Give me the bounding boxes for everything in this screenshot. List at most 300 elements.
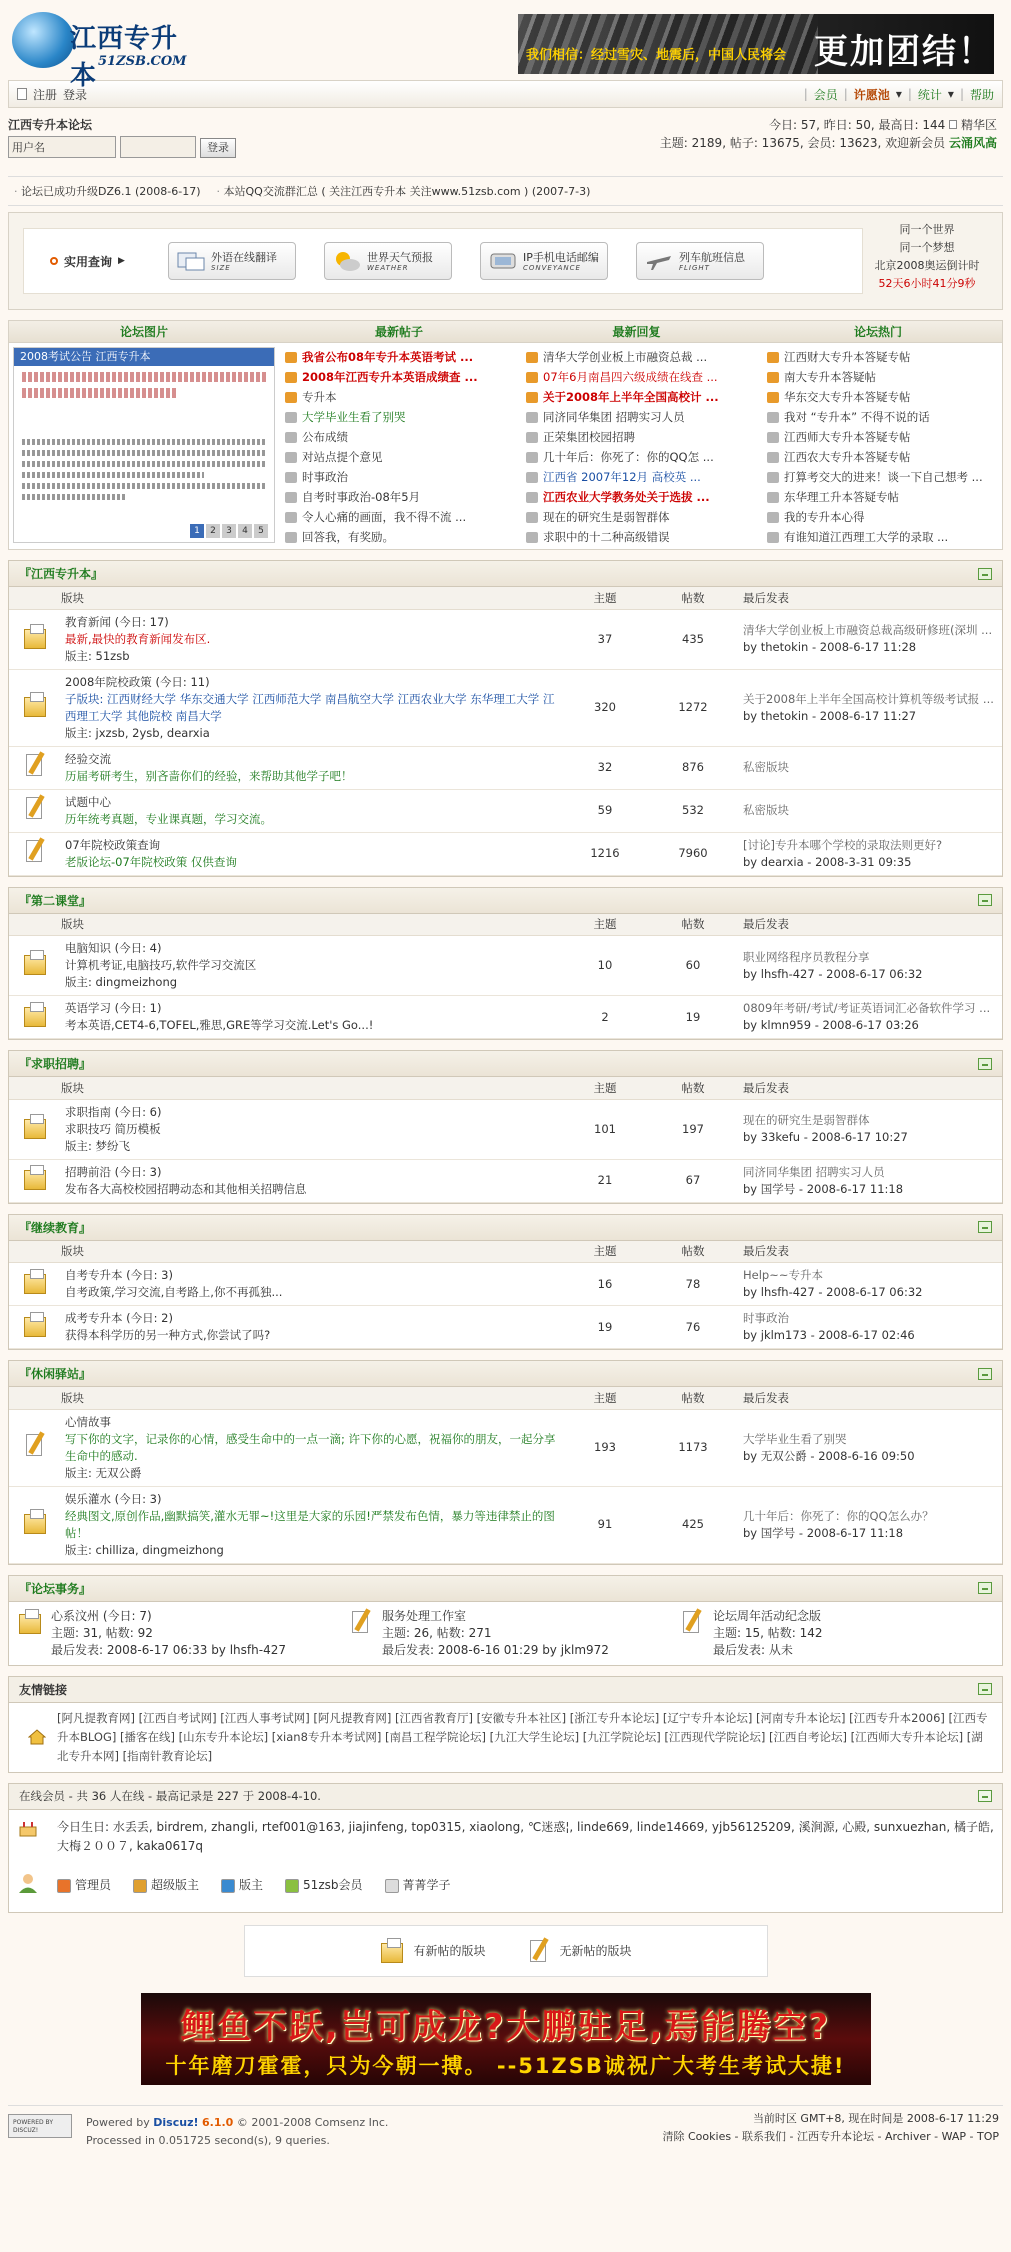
- list-item-link[interactable]: 公布成绩: [302, 430, 348, 444]
- folder-icon: [22, 691, 48, 719]
- super-mod-icon: [133, 1879, 147, 1893]
- announcement-link[interactable]: 论坛已成功升级DZ6.1: [21, 185, 132, 198]
- list-item[interactable]: [526, 467, 761, 487]
- login-link[interactable]: 登录: [63, 87, 88, 102]
- forum-desc: 发布各大高校校园招聘动态和其他相关招聘信息: [65, 1181, 307, 1196]
- nav-help[interactable]: 帮助: [969, 87, 994, 102]
- expand-icon[interactable]: [978, 1790, 992, 1802]
- list-item[interactable]: [285, 367, 520, 387]
- forum-today: (今日: 2): [126, 1311, 173, 1325]
- banner-line-2: 十年磨刀霍霍，只为今朝一搏。 --51ZSB诚祝广大考生考试大捷!: [165, 2053, 846, 2078]
- last-post-by[interactable]: by lhsfh-427 - 2008-6-17 06:32: [743, 966, 923, 981]
- category-title: 『继续教育』: [19, 1220, 92, 1235]
- last-post-title[interactable]: 现在的研究生是弱智群体: [743, 1113, 870, 1127]
- rank-icon: [767, 392, 779, 403]
- forum-name[interactable]: 论坛周年活动纪念版: [713, 1608, 822, 1623]
- slide-page[interactable]: 3: [222, 524, 236, 538]
- rank-icon: [526, 412, 538, 423]
- col-forum: 版块: [61, 1077, 561, 1099]
- rank-icon: [285, 452, 297, 463]
- last-post-time: 最后发表: 2008-6-17 06:33: [51, 1642, 208, 1657]
- col-topics: 主题: [561, 1241, 649, 1263]
- folder-icon: [17, 1608, 43, 1636]
- topic-count: 91: [561, 1486, 649, 1563]
- forum-desc: 最新,最快的教育新闻发布区.: [65, 631, 211, 646]
- rank-icon: [285, 352, 297, 363]
- last-post-time: 最后发表: 2008-6-16 01:29: [382, 1642, 539, 1657]
- rank-icon: [526, 532, 538, 543]
- post-count: 60: [649, 936, 737, 996]
- col-posts: 帖数: [649, 1077, 737, 1099]
- forum-row: [9, 832, 1002, 875]
- header: [8, 0, 1003, 91]
- bullet-icon: [50, 257, 58, 265]
- list-item-link[interactable]: 江西省 2007年12月 高校英 ...: [543, 470, 701, 484]
- forum-name[interactable]: 心系汶州: [51, 1608, 100, 1623]
- password-input[interactable]: [120, 136, 196, 158]
- forum-desc: 写下你的文字，记录你的心情，感受生命中的一点一滴; 许下你的心愿，祝福你的朋友，一起分享生命中的感动.: [65, 1431, 556, 1463]
- nav-stats[interactable]: 统计: [917, 87, 942, 102]
- forum-info: [8, 108, 1003, 176]
- home-icon: [28, 1729, 46, 1745]
- users-icon: [17, 1872, 39, 1894]
- nav-wishing-pool[interactable]: 许愿池: [853, 87, 890, 102]
- forum-counts: 主题: 31, 帖数: 92: [51, 1625, 153, 1640]
- rank-icon: [285, 492, 297, 503]
- forum-row: [9, 1159, 1002, 1202]
- list-item[interactable]: [285, 447, 520, 467]
- last-post-title[interactable]: 大学毕业生看了别哭: [743, 1431, 847, 1446]
- forum-name[interactable]: 试题中心: [65, 794, 111, 809]
- list-item[interactable]: [526, 347, 761, 367]
- forum-name[interactable]: 招聘前沿: [65, 1164, 111, 1179]
- picture-slideshow[interactable]: [13, 347, 275, 543]
- banner-big-text: 更加团结！: [814, 32, 994, 72]
- forum-today: (今日: 6): [114, 1104, 162, 1119]
- list-item-link[interactable]: 令人心痛的画面，我不得不流 ...: [302, 510, 467, 524]
- head-pictures: 论坛图片: [119, 325, 168, 339]
- post-count: 67: [649, 1159, 737, 1202]
- topic-count: 193: [561, 1409, 649, 1486]
- category-affairs: [8, 1575, 1003, 1666]
- list-item-link[interactable]: 关于2008年上半年全国高校计 ...: [543, 390, 719, 404]
- list-item-link[interactable]: 我的专升本心得: [784, 510, 865, 524]
- pen-icon: [22, 837, 48, 865]
- register-icon: [17, 88, 27, 100]
- list-item-link[interactable]: 东华理工升本答疑专帖: [784, 490, 899, 504]
- list-item-link[interactable]: 清华大学创业板上市融资总裁 ...: [543, 350, 708, 364]
- col-posts: 帖数: [649, 1241, 737, 1263]
- forum-name[interactable]: 英语学习: [65, 1001, 111, 1015]
- last-post-by[interactable]: by 33kefu - 2008-6-17 10:27: [743, 1130, 908, 1144]
- last-post-title[interactable]: 私密版块: [743, 760, 789, 774]
- forum-name[interactable]: 服务处理工作室: [382, 1608, 467, 1623]
- pen-icon: [22, 1431, 48, 1459]
- discuz-link[interactable]: Discuz!: [153, 2115, 199, 2129]
- nav-members[interactable]: 会员: [813, 87, 838, 102]
- head-hot: 论坛热门: [853, 325, 902, 339]
- col-topics: 主题: [561, 1077, 649, 1099]
- list-item-link[interactable]: 我对 “专升本” 不得不说的话: [784, 410, 930, 424]
- list-item-link[interactable]: 自考时事政治-08年5月: [302, 490, 421, 504]
- list-item-link[interactable]: 几十年后：你死了：你的QQ怎 ...: [543, 450, 714, 464]
- forum-today: (今日: 11): [155, 674, 210, 689]
- forum-desc: 历年统考真题，专业课真题，学习交流。: [65, 811, 272, 826]
- tools-label: 实用查询 ▶: [50, 253, 140, 270]
- rank-icon: [767, 512, 779, 523]
- list-item[interactable]: [767, 467, 1002, 487]
- list-item[interactable]: [285, 407, 520, 427]
- col-posts: 帖数: [649, 1387, 737, 1409]
- forum-counts: 主题: 15, 帖数: 142: [713, 1625, 823, 1640]
- logo-url: 51ZSB.COM: [98, 54, 187, 69]
- collapse-icon[interactable]: [978, 1582, 992, 1594]
- rank-icon: [526, 492, 538, 503]
- pen-icon: [348, 1608, 374, 1636]
- list-item[interactable]: [526, 507, 761, 527]
- collapse-icon[interactable]: [978, 1683, 992, 1695]
- category-title: 『论坛事务』: [19, 1581, 92, 1596]
- bullet-icon: ·: [14, 185, 18, 198]
- affair-forum: [9, 1608, 340, 1659]
- list-item-link[interactable]: 07年6月南昌四六级成绩在线查 ...: [543, 370, 718, 384]
- last-post-by[interactable]: by thetokin - 2008-6-17 11:28: [743, 640, 917, 654]
- forum-desc: 求职技巧 简历模板: [65, 1121, 161, 1136]
- last-post-by[interactable]: by thetokin - 2008-6-17 11:27: [743, 708, 917, 723]
- forum-name[interactable]: 成考专升本: [65, 1311, 123, 1325]
- post-count: 19: [649, 996, 737, 1039]
- last-post-by[interactable]: by dearxia - 2008-3-31 09:35: [743, 854, 912, 869]
- topic-count: 16: [561, 1263, 649, 1306]
- slide-page[interactable]: 5: [254, 524, 268, 538]
- col-forum: 版块: [61, 1387, 561, 1409]
- forum-moderators[interactable]: 版主: chilliza, dingmeizhong: [65, 1542, 224, 1557]
- last-post-title[interactable]: 清华大学创业板上市融资总裁高级研修班(深圳 ...: [743, 623, 993, 637]
- category-title: 『第二课堂』: [19, 893, 92, 908]
- collapse-icon[interactable]: [978, 568, 992, 580]
- col-forum: 版块: [61, 587, 561, 609]
- site-logo[interactable]: [12, 10, 202, 91]
- post-count: 78: [649, 1263, 737, 1306]
- list-item[interactable]: [767, 367, 1002, 387]
- list-item-link[interactable]: 打算考交大的进来！谈一下自己想考 ...: [784, 470, 983, 484]
- countdown-timer: 52天6小时41分9秒: [878, 277, 976, 290]
- rank-icon: [767, 472, 779, 483]
- list-item-link[interactable]: 2008年江西专升本英语成绩查 ...: [302, 370, 478, 384]
- list-item[interactable]: [767, 507, 1002, 527]
- last-post-title[interactable]: 私密版块: [743, 803, 789, 817]
- last-post-title[interactable]: [讨论]专升本哪个学校的录取法则更好?: [743, 837, 943, 852]
- pen-icon: [22, 794, 48, 822]
- list-item-link[interactable]: 江西师大专升本答疑专帖: [784, 430, 911, 444]
- forum-moderators[interactable]: 版主: 梦纷飞: [65, 1138, 131, 1153]
- forum-name[interactable]: 07年院校政策查询: [65, 837, 161, 852]
- list-item-link[interactable]: 同济同华集团 招聘实习人员: [543, 410, 685, 424]
- weather-icon: [333, 250, 361, 272]
- list-item[interactable]: [285, 487, 520, 507]
- digest-link[interactable]: 精华区: [960, 118, 997, 132]
- phone-icon: [489, 250, 517, 272]
- footer: [8, 2105, 1003, 2161]
- banner-slogan: 我们相信：经过雪灾、地震后，中国人民将会: [526, 48, 787, 63]
- col-last: 最后发表: [737, 914, 1002, 936]
- list-item[interactable]: [526, 387, 761, 407]
- list-item[interactable]: [767, 427, 1002, 447]
- forum-name[interactable]: 娱乐灌水: [65, 1491, 111, 1506]
- topic-count: 2: [561, 996, 649, 1039]
- slide-page[interactable]: 1: [190, 524, 204, 538]
- list-item[interactable]: [767, 347, 1002, 367]
- birthday-cake-icon: [17, 1818, 39, 1838]
- list-item-link[interactable]: 大学毕业生看了别哭: [302, 410, 406, 424]
- list-item[interactable]: [526, 407, 761, 427]
- list-item-link[interactable]: 江西财大专升本答疑专帖: [784, 350, 911, 364]
- last-post-by[interactable]: by 国学号 - 2008-6-17 11:18: [743, 1181, 904, 1196]
- forum-name[interactable]: 心情故事: [65, 1414, 111, 1429]
- list-item[interactable]: [526, 367, 761, 387]
- bottom-banner[interactable]: [141, 1993, 871, 2085]
- rank-icon: [526, 512, 538, 523]
- col-forum: 版块: [61, 914, 561, 936]
- friend-links-title: 友情链接: [19, 1682, 68, 1697]
- forum-row: [9, 1409, 1002, 1486]
- tool-panel: [8, 212, 1003, 310]
- list-item[interactable]: [285, 347, 520, 367]
- current-time: 当前时区 GMT+8, 现在时间是 2008-6-17 11:29: [752, 2111, 999, 2125]
- friend-links: [8, 1676, 1003, 1773]
- forum-name[interactable]: 求职指南: [65, 1104, 111, 1119]
- list-item[interactable]: [767, 487, 1002, 507]
- flight-button[interactable]: 列车航班信息 FLIGHT: [636, 242, 764, 280]
- stats-today: 今日: 57, 昨日: 50, 最高日: 144: [769, 118, 946, 132]
- forum-name[interactable]: 教育新闻: [65, 614, 111, 629]
- list-item[interactable]: [767, 447, 1002, 467]
- last-post-title[interactable]: 关于2008年上半年全国高校计算机等级考试报 ...: [743, 691, 994, 706]
- announcement-date: (2008-6-17): [135, 185, 201, 198]
- col-last: 最后发表: [737, 587, 1002, 609]
- forum-today: (今日: 1): [114, 1001, 162, 1015]
- last-post-by[interactable]: by jklm972: [542, 1642, 609, 1657]
- forum-title: 江西专升本论坛: [8, 118, 93, 132]
- list-item[interactable]: [285, 427, 520, 447]
- forum-moderators[interactable]: 版主: 无双公爵: [65, 1465, 142, 1480]
- moderator-icon: [221, 1879, 235, 1893]
- bullet-icon: ·: [216, 185, 221, 198]
- friend-links-text[interactable]: [阿凡提教育网] [江西自考试网] [江西人事考试网] [阿凡提教育网] [江西省教育厅] [安徽专升本社区] [浙江专升本论坛] [辽宁专升本论坛] [河南专升本论坛] [江西专升本2006] [江西专升本BLOG] [播客在线] [山东专升本论坛] [xian8专升本考试网] [南昌工程学院论坛] [九江大学生论坛] [九江学院论坛] [江西现代学院论坛] [江西自考论坛] [江西师大专升本论坛] [湖北专升本网] [指南针教育论坛]: [57, 1710, 988, 1763]
- forum-row: [9, 609, 1002, 669]
- new-posts-list: [279, 343, 520, 549]
- rank-icon: [526, 352, 538, 363]
- rank-icon: [285, 512, 297, 523]
- pen-icon: [679, 1608, 705, 1636]
- forum-row: [9, 996, 1002, 1039]
- list-item[interactable]: [526, 427, 761, 447]
- forum-moderators[interactable]: 版主: dingmeizhong: [65, 975, 178, 989]
- member-icon: [285, 1879, 299, 1893]
- folder-new-icon: [379, 1937, 405, 1965]
- forum-row: [9, 789, 1002, 832]
- rank-icon: [767, 352, 779, 363]
- list-item[interactable]: [767, 387, 1002, 407]
- translate-button[interactable]: 外语在线翻译 SIZE: [168, 242, 296, 280]
- announcement-link[interactable]: 本站QQ交流群汇总 ( 关注江西专升本 关注www.51zsb.com ): [223, 185, 529, 198]
- col-forum: 版块: [61, 1241, 561, 1263]
- list-item[interactable]: [285, 387, 520, 407]
- forum-name[interactable]: 经验交流: [65, 751, 111, 766]
- col-last: 最后发表: [737, 1077, 1002, 1099]
- list-item-link[interactable]: 我省公布08年专升本英语考试 ...: [302, 350, 474, 364]
- folder-icon: [22, 949, 48, 977]
- category-section: [8, 1360, 1003, 1565]
- forum-row: [9, 1486, 1002, 1563]
- list-item-link[interactable]: 正荣集团校园招聘: [543, 430, 635, 444]
- last-post-time: 最后发表: 从未: [713, 1642, 793, 1657]
- pen-nonew-icon: [526, 1937, 552, 1965]
- list-item[interactable]: [767, 527, 1002, 547]
- category-title: 『求职招聘』: [19, 1057, 92, 1071]
- list-item[interactable]: [526, 527, 761, 547]
- topic-count: 37: [561, 609, 649, 669]
- last-post-title[interactable]: 几十年后：你死了：你的QQ怎么办？: [743, 1508, 934, 1523]
- copyright: © 2001-2008 Comsenz Inc.: [236, 2115, 389, 2129]
- folder-icon: [22, 1311, 48, 1339]
- last-post-by[interactable]: by lhsfh-427: [211, 1642, 286, 1657]
- forum-name[interactable]: 2008年院校政策: [65, 674, 152, 689]
- list-item[interactable]: [767, 407, 1002, 427]
- list-item-link[interactable]: 现在的研究生是弱智群体: [543, 510, 670, 524]
- collapse-icon[interactable]: [978, 1058, 992, 1070]
- list-item-link[interactable]: 求职中的十二种高级错误: [543, 530, 670, 544]
- head-new-replies: 最新回复: [612, 325, 661, 339]
- forum-today: (今日: 7): [102, 1608, 152, 1623]
- post-count: 76: [649, 1306, 737, 1349]
- forum-desc: 获得本科学历的另一种方式,你尝试了吗?: [65, 1328, 271, 1342]
- logo-title: 江西专升本: [70, 24, 179, 91]
- rank-icon: [767, 492, 779, 503]
- list-item-link[interactable]: 专升本: [302, 390, 337, 404]
- forum-row: [9, 746, 1002, 789]
- forum-today: (今日: 17): [114, 614, 169, 629]
- post-count: 197: [649, 1099, 737, 1159]
- rank-icon: [767, 452, 779, 463]
- username-input[interactable]: [8, 136, 116, 158]
- affair-forum: [671, 1608, 1002, 1659]
- forum-today: (今日: 3): [114, 1164, 162, 1179]
- ip-phone-button[interactable]: IP手机电话邮编 CONVEYANCE: [480, 242, 608, 280]
- list-item-link[interactable]: 江西农业大学教务处关于选拔 ...: [543, 490, 710, 504]
- rank-icon: [767, 372, 779, 383]
- category-section: [8, 1050, 1003, 1204]
- folder-icon: [22, 623, 48, 651]
- forum-desc: 计算机考证,电脑技巧,软件学习交流区: [65, 958, 257, 972]
- category-section: [8, 560, 1003, 877]
- list-item[interactable]: [526, 487, 761, 507]
- forum-desc: 自考政策,学习交流,自考路上,你不再孤独...: [65, 1285, 283, 1299]
- last-post-title[interactable]: 时事政治: [743, 1311, 789, 1325]
- forum-desc: 历届考研考生，别吝啬你们的经验，来帮助其他学子吧！: [65, 768, 353, 783]
- forum-name[interactable]: 电脑知识: [65, 941, 111, 955]
- rank-icon: [767, 412, 779, 423]
- post-count: 1272: [649, 669, 737, 746]
- rank-icon: [526, 392, 538, 403]
- col-last: 最后发表: [737, 1387, 1002, 1409]
- list-item-link[interactable]: 华东交大专升本答疑专帖: [784, 390, 911, 404]
- forum-highlights: [8, 320, 1003, 550]
- post-count: 435: [649, 609, 737, 669]
- last-post-title[interactable]: 0809年考研/考试/考证英语词汇必备软件学习 ...: [743, 1001, 991, 1015]
- collapse-icon[interactable]: [978, 1368, 992, 1380]
- chevron-down-icon: ▾: [895, 87, 902, 101]
- last-post-title[interactable]: 职业网络程序员教程分享: [743, 949, 870, 964]
- forum-desc: 考本英语,CET4-6,TOFEL,雅思,GRE等学习交流.Let's Go...!: [65, 1018, 374, 1032]
- list-item-link[interactable]: 南大专升本答疑帖: [784, 370, 876, 384]
- online-title: 在线会员 - 共 36 人在线 - 最高记录是 227 于 2008-4-10.: [19, 1789, 321, 1803]
- last-post-by[interactable]: by 无双公爵 - 2008-6-16 09:50: [743, 1448, 915, 1463]
- rank-icon: [285, 472, 297, 483]
- list-item-link[interactable]: 江西农大专升本答疑专帖: [784, 450, 911, 464]
- top-banner[interactable]: [518, 14, 994, 74]
- folder-icon: [22, 1508, 48, 1536]
- weather-button[interactable]: 世界天气预报 WEATHER: [324, 242, 452, 280]
- last-post-by[interactable]: by 国学号 - 2008-6-17 11:18: [743, 1525, 904, 1540]
- post-count: 1173: [649, 1409, 737, 1486]
- slide-page[interactable]: 4: [238, 524, 252, 538]
- forum-stats: [660, 116, 997, 152]
- collapse-icon[interactable]: [978, 894, 992, 906]
- last-post-by[interactable]: by lhsfh-427 - 2008-6-17 06:32: [743, 1285, 923, 1299]
- slide-page[interactable]: 2: [206, 524, 220, 538]
- register-link[interactable]: 注册: [33, 87, 58, 102]
- forum-name[interactable]: 自考专升本: [65, 1268, 123, 1282]
- rank-icon: [285, 372, 297, 383]
- forum-moderators[interactable]: 版主: 51zsb: [65, 648, 130, 663]
- olympic-countdown: 同一个世界 同一个梦想 北京2008奥运倒计时 52天6小时41分9秒: [862, 221, 992, 293]
- list-item[interactable]: [285, 507, 520, 527]
- list-item[interactable]: [285, 527, 520, 547]
- forum-today: (今日: 3): [114, 1491, 162, 1506]
- forum-row: [9, 936, 1002, 996]
- list-item-link[interactable]: 有谁知道江西理工大学的录取 ...: [784, 530, 949, 544]
- rank-icon: [767, 532, 779, 543]
- list-item-link[interactable]: 时事政治: [302, 470, 348, 484]
- affair-forum: [340, 1608, 671, 1659]
- list-item[interactable]: [285, 467, 520, 487]
- footer-links[interactable]: 清除 Cookies - 联系我们 - 江西专升本论坛 - Archiver - WAP - TOP: [662, 2129, 999, 2143]
- discuz-badge[interactable]: POWERED BY DISCUZ!: [8, 2114, 72, 2138]
- forum-moderators[interactable]: 版主: jxzsb, 2ysb, dearxia: [65, 725, 210, 740]
- post-count: 532: [649, 789, 737, 832]
- processed-time: Processed in 0.051725 second(s), 9 queries.: [86, 2133, 330, 2147]
- head-new-posts: 最新帖子: [374, 325, 423, 339]
- list-item[interactable]: [526, 447, 761, 467]
- collapse-icon[interactable]: [978, 1221, 992, 1233]
- rank-icon: [767, 432, 779, 443]
- list-item-link[interactable]: 对站点提个意见: [302, 450, 383, 464]
- subforum-list[interactable]: 子版块: 江西财经大学 华东交通大学 江西师范大学 南昌航空大学 江西农业大学 东华理工大学 江西理工大学 其他院校 南昌大学: [65, 691, 555, 723]
- rank-icon: [526, 452, 538, 463]
- folder-icon: [22, 1113, 48, 1141]
- last-post-by[interactable]: by klmn959 - 2008-6-17 03:26: [743, 1018, 919, 1032]
- topic-count: 101: [561, 1099, 649, 1159]
- last-post-title[interactable]: Help~~专升本: [743, 1268, 823, 1282]
- login-button[interactable]: 登录: [200, 138, 236, 158]
- post-count: 876: [649, 746, 737, 789]
- forum-row: [9, 669, 1002, 746]
- last-post-by[interactable]: by jklm173 - 2008-6-17 02:46: [743, 1328, 915, 1342]
- last-post-title[interactable]: 同济同华集团 招聘实习人员: [743, 1164, 885, 1179]
- list-item-link[interactable]: 回答我，有奖励。: [302, 530, 394, 544]
- new-member-link[interactable]: 云涌风高: [948, 136, 997, 150]
